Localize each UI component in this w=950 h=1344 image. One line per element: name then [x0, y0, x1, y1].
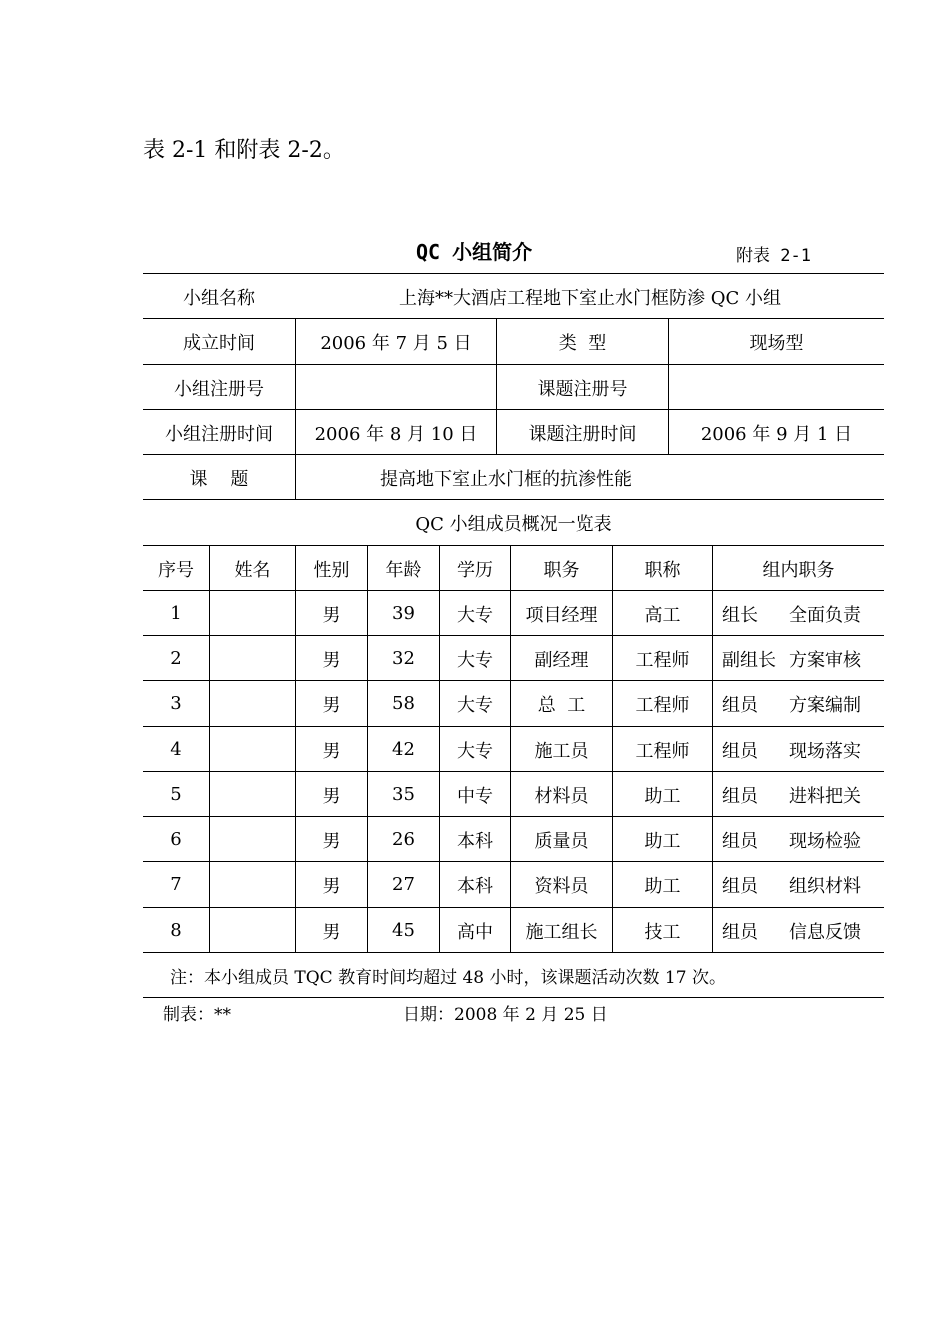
member-age: 27: [392, 874, 415, 895]
member-duty: 现场落实: [789, 740, 861, 762]
group-reg-label: 小组注册号: [174, 378, 264, 400]
member-gender: 男: [322, 830, 341, 852]
member-gender: 男: [322, 604, 341, 626]
member-age: 26: [392, 829, 415, 850]
member-edu: 大专: [457, 740, 493, 762]
member-edu: 大专: [457, 694, 493, 716]
member-name: [210, 727, 295, 772]
member-post: 副经理: [534, 649, 589, 671]
member-rank: 工程师: [635, 740, 690, 762]
member-role: 组员: [722, 921, 758, 943]
type-value: 现场型: [749, 332, 804, 354]
column-header: 学历: [457, 559, 493, 581]
member-age: 42: [392, 739, 415, 760]
member-name: [210, 681, 295, 726]
date: 日期：2008 年 2 月 25 日: [403, 1005, 608, 1025]
member-rank: 高工: [644, 604, 681, 626]
member-age: 39: [392, 603, 415, 624]
column-header: 职称: [644, 559, 681, 581]
member-duty: 方案编制: [789, 694, 861, 716]
member-post: 材料员: [534, 785, 589, 807]
member-role: 组员: [722, 875, 758, 897]
member-gender: 男: [322, 740, 341, 762]
member-gender: 男: [322, 694, 341, 716]
member-edu: 中专: [457, 785, 493, 807]
member-name: [210, 862, 295, 907]
member-edu: 高中: [457, 921, 493, 943]
member-age: 58: [392, 693, 415, 714]
topic-reg-value: [669, 365, 884, 410]
type-label: 类 型: [558, 332, 607, 354]
member-name: [210, 591, 295, 636]
member-duty: 全面负责: [789, 604, 861, 626]
member-duty: 现场检验: [789, 830, 861, 852]
member-name: [210, 636, 295, 681]
member-post: 施工组长: [525, 921, 598, 943]
member-post: 总 工: [537, 694, 586, 716]
member-rank: 助工: [644, 875, 681, 897]
members-title: QC 小组成员概况一览表: [415, 513, 612, 535]
note: 注：本小组成员 TQC 教育时间均超过 48 小时，该课题活动次数 17 次。: [170, 968, 726, 988]
member-age: 32: [392, 648, 415, 669]
member-name: [210, 772, 295, 817]
member-rank: 技工: [644, 921, 681, 943]
founded-label: 成立时间: [183, 332, 255, 354]
column-header: 年龄: [385, 559, 422, 581]
member-duty: 信息反馈: [789, 921, 861, 943]
topic-reg-time-label: 课题注册时间: [528, 423, 637, 445]
member-duty: 进料把关: [789, 785, 861, 807]
topic-value: 提高地下室止水门框的抗渗性能: [380, 468, 632, 490]
member-no: 3: [170, 693, 182, 714]
group-reg-value: [296, 365, 496, 410]
column-header: 组内职务: [762, 559, 835, 581]
member-no: 1: [170, 603, 182, 624]
member-gender: 男: [322, 785, 341, 807]
member-edu: 本科: [457, 875, 493, 897]
group-reg-time-value: 2006 年 8 月 10 日: [314, 423, 478, 445]
member-post: 项目经理: [525, 604, 598, 626]
member-gender: 男: [322, 649, 341, 671]
member-role: 副组长: [722, 649, 776, 671]
member-no: 6: [170, 829, 182, 850]
member-role: 组员: [722, 694, 758, 716]
intro-text: 表 2-1 和附表 2-2。: [143, 138, 345, 163]
member-rank: 工程师: [635, 649, 690, 671]
group-name-value: 上海**大酒店工程地下室止水门框防渗 QC 小组: [399, 287, 781, 309]
page-title: QC 小组简介: [416, 240, 533, 264]
topic-reg-time-value: 2006 年 9 月 1 日: [700, 423, 853, 445]
member-role: 组员: [722, 740, 758, 762]
member-no: 2: [170, 648, 182, 669]
column-header: 职务: [543, 559, 580, 581]
member-age: 45: [392, 920, 415, 941]
member-no: 4: [170, 739, 182, 760]
member-rank: 工程师: [635, 694, 690, 716]
topic-reg-label: 课题注册号: [537, 378, 628, 400]
member-post: 资料员: [534, 875, 589, 897]
member-post: 质量员: [534, 830, 589, 852]
member-post: 施工员: [534, 740, 589, 762]
member-no: 7: [170, 874, 182, 895]
group-name-label: 小组名称: [183, 287, 255, 309]
member-role: 组员: [722, 830, 758, 852]
table-rule: [712, 545, 713, 952]
member-rank: 助工: [644, 830, 681, 852]
topic-label: 课 题: [189, 468, 249, 490]
member-edu: 大专: [457, 649, 493, 671]
maker: 制表：**: [163, 1005, 231, 1025]
group-reg-time-label: 小组注册时间: [165, 423, 273, 445]
member-gender: 男: [322, 875, 341, 897]
member-name: [210, 817, 295, 862]
member-role: 组长: [722, 604, 758, 626]
column-header: 性别: [313, 559, 350, 581]
member-no: 8: [170, 920, 182, 941]
member-role: 组员: [722, 785, 758, 807]
column-header: 序号: [158, 559, 194, 581]
member-gender: 男: [322, 921, 341, 943]
member-no: 5: [170, 784, 182, 805]
member-age: 35: [392, 784, 415, 805]
column-header: 姓名: [234, 559, 271, 581]
member-duty: 组织材料: [789, 875, 861, 897]
member-rank: 助工: [644, 785, 681, 807]
member-name: [210, 908, 295, 953]
table-reference: 附表 2-1: [736, 246, 811, 266]
founded-value: 2006 年 7 月 5 日: [320, 332, 472, 354]
member-edu: 本科: [457, 830, 493, 852]
member-edu: 大专: [457, 604, 493, 626]
member-duty: 方案审核: [789, 649, 861, 671]
